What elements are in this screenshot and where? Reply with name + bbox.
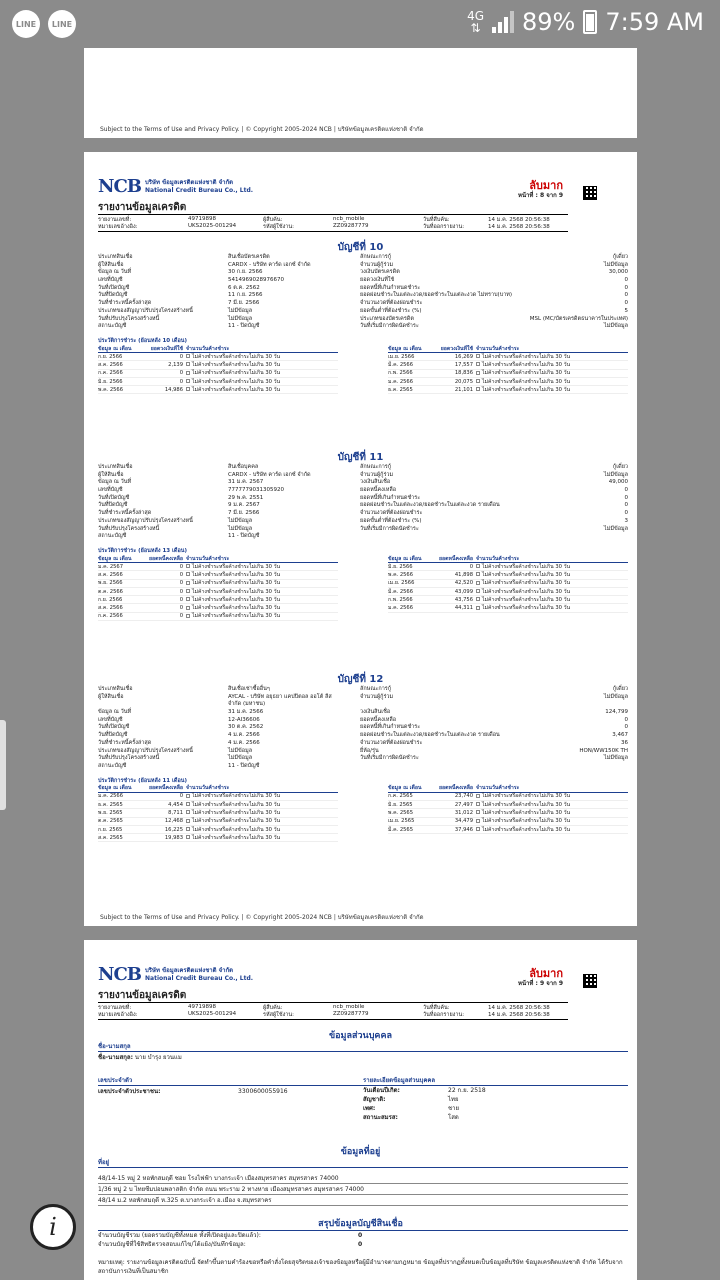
status-checkbox-icon [476, 597, 480, 601]
footer-text: Subject to the Terms of Use and Privacy Policy. | © Copyright 2005-2024 NCB | บริษัทข้อมูลเครดิตแห่งชาติ จำกัด [100, 126, 424, 133]
history-header: ข้อมูล ณ เดือน ยอดวงเงินที่ใช้ จำนวนวันค้างชำระ [98, 345, 338, 353]
network-type: 4G ⇅ [467, 9, 484, 35]
status-checkbox-icon [186, 597, 190, 601]
status-checkbox-icon [186, 606, 190, 610]
table-row: มี.ค. 2565 37,946 ไม่ค้างชำระหรือค้างชำระไม่เกิน 30 วัน [388, 826, 628, 834]
table-row: พ.ย. 2566 0 ไม่ค้างชำระหรือค้างชำระไม่เกิน 30 วัน [98, 580, 338, 588]
address-line: 48/14 ม.2 หอพักสมฤดี ห.325 ต.บางกระเจ้า อ.เมือง จ.สมุทรสาคร [98, 1195, 628, 1206]
table-row: ก.พ. 2566 18,836 ไม่ค้างชำระหรือค้างชำระไม่เกิน 30 วัน [388, 370, 628, 378]
status-checkbox-icon [476, 794, 480, 798]
table-row: ส.ค. 2566 2,139 ไม่ค้างชำระหรือค้างชำระไม่เกิน 30 วัน [98, 361, 338, 369]
acc12-title: บัญชีที่ 12 [337, 674, 384, 685]
address-list: ที่อยู่ 48/14-15 หมู่ 2 หอพักสมฤดี ซอย โรงไฟฟ้า บางกระเจ้า เมืองสมุทรสาคร สมุทรสาคร 74000 1/36 หมู่ 2 บ ไทยซีมปอนพลาสติก จำกัด ถนน พระราม 2 ทางหาย เมืองสมุทรสาคร สมุทรสาคร 74000 48/14 ม.2 หอพักสมฤดี ห.325 ต.บางกระเจ้า อ.เมือง จ.สมุทรสาคร [98, 1158, 628, 1206]
line-app-icon-2: LINE [48, 10, 76, 38]
acc11-history-table [98, 555, 628, 621]
status-checkbox-icon [186, 354, 190, 358]
table-row: ก.พ. 2566 43,756 ไม่ค้างชำระหรือค้างชำระไม่เกิน 30 วัน [388, 596, 628, 604]
detail-row: สถานะบัญชี 11 - ปิดบัญชี [98, 762, 260, 769]
detail-row: จำกัด (มหาชน) [228, 701, 266, 708]
qr-code-icon [583, 186, 597, 200]
detail-row: วันที่ปรับปรุงโครงสร้างหนี้ ไม่มีข้อมูล ประเภทของบัตรเครดิต MSL (MC/บัตรเครดิตธนาคารในประเทศ) [98, 315, 628, 322]
history-column [388, 555, 628, 621]
detail-row: วันที่ปรับปรุงโครงสร้างหนี้ ไม่มีข้อมูล วันที่เริ่มมีการผิดนัดชำระ ไม่มีข้อมูล [98, 525, 628, 532]
summary-note: หมายเหตุ: รายงานข้อมูลเครดิตฉบับนี้ จัดทำขึ้นตามคำร้องขอหรือคำสั่งโดยสุจริตของเจ้าของข้อมูลหรือผู้มีอำนาจตามกฎหมาย ข้อมูลที่ปรากฏทั้งหมดเป็นข้อมูลที่บริษัท ข้อมูลเครดิตแห่งชาติ จำกัด ได้รับจากสถาบันการเงินที่เป็นสมาชิก [98, 1259, 623, 1275]
page-number-2: หน้าที่ : 9 จาก 9 [517, 980, 563, 987]
status-checkbox-icon [186, 581, 190, 585]
table-row: มี.ค. 2566 17,557 ไม่ค้างชำระหรือค้างชำระไม่เกิน 30 วัน [388, 361, 628, 369]
status-checkbox-icon [476, 354, 480, 358]
report-meta-2: รายงานเลขที่: 49719898 ผู้สืบค้น: ncb_mobile วันที่สืบค้น: 14 ม.ค. 2568 20:56:38 หมายเลขอ้างอิง: UKS2025-001294 รหัสผู้ใช้งาน: ZZ09287779 วันที่ออกรายงาน: 14 ม.ค. 2568 20:56:38 [98, 1002, 568, 1020]
table-row: เม.ย. 2566 42,520 ไม่ค้างชำระหรือค้างชำระไม่เกิน 30 วัน [388, 580, 628, 588]
status-checkbox-icon [476, 589, 480, 593]
history-header: ข้อมูล ณ เดือน ยอดหนี้คงเหลือ จำนวนวันค้างชำระ [388, 785, 628, 793]
table-row: ต.ค. 2566 0 ไม่ค้างชำระหรือค้างชำระไม่เกิน 30 วัน [98, 588, 338, 596]
status-checkbox-icon [186, 802, 190, 806]
status-checkbox-icon [476, 371, 480, 375]
acc11-title: บัญชีที่ 11 [337, 452, 384, 463]
confidential-label-2: ลับมาก [529, 967, 563, 980]
acc10-history-table [98, 345, 628, 394]
table-row: เม.ย. 2565 34,479 ไม่ค้างชำระหรือค้างชำระไม่เกิน 30 วัน [388, 818, 628, 826]
history-header: ข้อมูล ณ เดือน ยอดหนี้คงเหลือ จำนวนวันค้างชำระ [98, 785, 338, 793]
qr-code-icon-2 [583, 974, 597, 988]
detail-row: วันที่ชำระหนี้ครั้งล่าสุด 4 ม.ค. 2566 จำนวนงวดที่ต้องผ่อนชำระ 36 [98, 739, 628, 746]
status-checkbox-icon [186, 589, 190, 593]
detail-row: สถานะบัญชี 11 - ปิดบัญชี วันที่เริ่มมีการผิดนัดชำระ ไม่มีข้อมูล [98, 323, 628, 330]
acc10-details [98, 254, 628, 331]
acc10-title: บัญชีที่ 10 [337, 242, 384, 253]
page-number: หน้าที่ : 8 จาก 9 [517, 192, 563, 199]
status-checkbox-icon [476, 379, 480, 383]
address-line: 48/14-15 หมู่ 2 หอพักสมฤดี ซอย โรงไฟฟ้า บางกระเจ้า เมืองสมุทรสาคร สมุทรสาคร 74000 [98, 1173, 628, 1184]
table-row: ก.ค. 2566 0 ไม่ค้างชำระหรือค้างชำระไม่เกิน 30 วัน [98, 370, 338, 378]
footer-text-2: Subject to the Terms of Use and Privacy Policy. | © Copyright 2005-2024 NCB | บริษัทข้อมูลเครดิตแห่งชาติ จำกัด [100, 914, 424, 921]
detail-row: ประเภทสินเชื่อ สินเชื่อเช่าซื้ออื่นๆ ลักษณะการกู้ กู้เดี่ยว [98, 686, 628, 692]
table-row: ต.ค. 2565 12,468 ไม่ค้างชำระหรือค้างชำระไม่เกิน 30 วัน [98, 818, 338, 826]
battery-icon [583, 10, 597, 34]
status-checkbox-icon [476, 572, 480, 576]
status-checkbox-icon [186, 572, 190, 576]
confidential-label: ลับมาก [529, 179, 563, 192]
table-row: พ.ย. 2565 8,711 ไม่ค้างชำระหรือค้างชำระไม่เกิน 30 วัน [98, 809, 338, 817]
status-checkbox-icon [476, 819, 480, 823]
signal-icon [492, 11, 514, 33]
ncb-logo-2: NCB บริษัท ข้อมูลเครดิตแห่งชาติ จำกัด National Credit Bureau Co., Ltd. [98, 964, 254, 985]
table-row: พ.ค. 2565 31,012 ไม่ค้างชำระหรือค้างชำระไม่เกิน 30 วัน [388, 809, 628, 817]
table-row: ก.ค. 2565 23,740 ไม่ค้างชำระหรือค้างชำระไม่เกิน 30 วัน [388, 793, 628, 801]
table-row: ม.ค. 2567 0 ไม่ค้างชำระหรือค้างชำระไม่เกิน 30 วัน [98, 563, 338, 571]
page-gap [84, 138, 637, 152]
document-viewer[interactable] [84, 48, 637, 1280]
detail-row: เลขที่บัญชี 7777779031305920 ยอดหนี้คงเหลือ 0 [98, 487, 628, 494]
status-checkbox-icon [476, 802, 480, 806]
detail-row: เลขที่บัญชี 5414969028976670 ยอดวงเงินที่ใช้ 0 [98, 277, 628, 284]
table-row: เม.ย. 2566 16,269 ไม่ค้างชำระหรือค้างชำระไม่เกิน 30 วัน [388, 353, 628, 361]
detail-row: เลขที่บัญชี 12-AI36606 ยอดหนี้คงเหลือ 0 [98, 716, 628, 723]
table-row: ส.ค. 2565 19,983 ไม่ค้างชำระหรือค้างชำระไม่เกิน 30 วัน [98, 834, 338, 842]
detail-row: วันที่ชำระหนี้ครั้งล่าสุด 7 มี.ย. 2566 จำนวนงวดที่ต้องผ่อนชำระ 0 [98, 300, 628, 307]
history-header: ข้อมูล ณ เดือน ยอดหนี้คงเหลือ จำนวนวันค้างชำระ [388, 555, 628, 563]
table-row: มิ.ย. 2566 0 ไม่ค้างชำระหรือค้างชำระไม่เกิน 30 วัน [98, 378, 338, 386]
battery-percent: 89% [522, 8, 576, 36]
table-row: ม.ค. 2566 44,311 ไม่ค้างชำระหรือค้างชำระไม่เกิน 30 วัน [388, 604, 628, 612]
status-checkbox-icon [476, 387, 480, 391]
table-row: พ.ค. 2566 14,986 ไม่ค้างชำระหรือค้างชำระไม่เกิน 30 วัน [98, 386, 338, 394]
status-checkbox-icon [186, 371, 190, 375]
table-row: มิ.ย. 2566 0 ไม่ค้างชำระหรือค้างชำระไม่เกิน 30 วัน [388, 563, 628, 571]
history-column [98, 555, 338, 621]
address-line: 1/36 หมู่ 2 บ ไทยซีมปอนพลาสติก จำกัด ถนน พระราม 2 ทางหาย เมืองสมุทรสาคร สมุทรสาคร 74000 [98, 1184, 628, 1195]
history-header: ข้อมูล ณ เดือน ยอดหนี้คงเหลือ จำนวนวันค้างชำระ [98, 555, 338, 563]
report-title: รายงานข้อมูลเครดิต [98, 202, 187, 213]
detail-row: ผู้ให้สินเชื่อ AYCAL - บริษัท อยุธยา แคปปิตอล ออโต้ ลีส จำนวนผู้กู้ร่วม ไม่มีข้อมูล [98, 693, 628, 700]
status-checkbox-icon [476, 362, 480, 366]
id-number: 3300600055916 [238, 1088, 288, 1095]
detail-row: วันที่ปิดบัญชี 4 ม.ค. 2566 ยอดผ่อนชำระในแต่ละงวด/ยอดชำระในแต่ละงวด รายเดือน 3,467 [98, 732, 628, 739]
clock: 7:59 AM [605, 8, 704, 36]
acc11-details [98, 464, 628, 541]
history-column [388, 785, 628, 843]
table-row: ธ.ค. 2565 4,454 ไม่ค้างชำระหรือค้างชำระไม่เกิน 30 วัน [98, 801, 338, 809]
personal-info-title: ข้อมูลส่วนบุคคล [329, 1031, 392, 1041]
detail-row: สถานะบัญชี 11 - ปิดบัญชี [98, 533, 260, 540]
table-row: ส.ค. 2566 0 ไม่ค้างชำระหรือค้างชำระไม่เกิน 30 วัน [98, 571, 338, 579]
status-checkbox-icon [186, 614, 190, 618]
detail-row: วันที่ปรับปรุงโครงสร้างหนี้ ไม่มีข้อมูล วันที่เริ่มมีการผิดนัดชำระ ไม่มีข้อมูล [98, 755, 628, 762]
personal-info: ชื่อ-นามสกุล ชื่อ-นามสกุล: นาย บำรุง ยวนแม เลขประจำตัว เลขประจำตัวประชาชน: 3300600055916 รายละเอียดข้อมูลส่วนบุคคล วันเดือนปีเกิด: 22 ก.ย. 2518 สัญชาติ: ไทย เพศ: ชาย สถานะสมรส: โสด [98, 1042, 628, 1122]
status-checkbox-icon [186, 387, 190, 391]
detail-row: ข้อมูล ณ วันที่ 31 ม.ค. 2566 วงเงินสินเชื่อ 124,799 [98, 709, 628, 716]
table-row: ก.ย. 2565 16,225 ไม่ค้างชำระหรือค้างชำระไม่เกิน 30 วัน [98, 826, 338, 834]
line-app-icon: LINE [12, 10, 40, 38]
summary: จำนวนบัญชีรวม (ยอดรวมบัญชีทั้งหมด ทั้งที่เปิดอยู่และปิดแล้ว): 0 จำนวนบัญชีที่ใช้สิทธิตรวจสอบแก้ไข/โต้แย้ง/บันทึกข้อมูล: 0 หมายเหตุ: รายงานข้อมูลเครดิตฉบับนี้ จัดทำขึ้นตามคำร้องขอหรือคำสั่งโดยสุจริตของเจ้าของข้อมูลหรือผู้มีอำนาจตามกฎหมาย ข้อมูลที่ปรากฏทั้งหมดเป็นข้อมูลที่บริษัท ข้อมูลเครดิตแห่งชาติ จำกัด ได้รับจากสถาบันการเงินที่เป็นสมาชิก [98, 1230, 628, 1276]
ncb-logo: NCB บริษัท ข้อมูลเครดิตแห่งชาติ จำกัด National Credit Bureau Co., Ltd. [98, 176, 254, 197]
acc10-history-title: ประวัติการชำระ (ย้อนหลัง 10 เดือน) [98, 338, 188, 344]
status-checkbox-icon [186, 819, 190, 823]
acc12-history-title: ประวัติการชำระ (ย้อนหลัง 11 เดือน) [98, 777, 188, 784]
status-checkbox-icon [476, 810, 480, 814]
history-column [98, 785, 338, 843]
report-title-2: รายงานข้อมูลเครดิต [98, 990, 187, 1001]
table-row: มี.ค. 2566 43,099 ไม่ค้างชำระหรือค้างชำระไม่เกิน 30 วัน [388, 588, 628, 596]
status-checkbox-icon [186, 379, 190, 383]
table-row: ก.ย. 2566 0 ไม่ค้างชำระหรือค้างชำระไม่เกิน 30 วัน [98, 353, 338, 361]
detail-row: ข้อมูล ณ วันที่ 31 ม.ค. 2567 วงเงินสินเชื่อ 49,000 [98, 479, 628, 486]
report-meta: รายงานเลขที่: 49719898 ผู้สืบค้น: ncb_mobile วันที่สืบค้น: 14 ม.ค. 2568 20:56:38 หมายเลขอ้างอิง: UKS2025-001294 รหัสผู้ใช้งาน: ZZ09287779 วันที่ออกรายงาน: 14 ม.ค. 2568 20:56:38 [98, 214, 568, 232]
status-checkbox-icon [476, 606, 480, 610]
acc12-details [98, 686, 628, 771]
status-checkbox-icon [476, 827, 480, 831]
history-column [388, 345, 628, 394]
status-checkbox-icon [476, 581, 480, 585]
status-checkbox-icon [186, 362, 190, 366]
status-checkbox-icon [186, 794, 190, 798]
status-checkbox-icon [186, 564, 190, 568]
detail-row: ผู้ให้สินเชื่อ CARDX - บริษัท คาร์ด เอกซ์ จำกัด จำนวนผู้กู้ร่วม ไม่มีข้อมูล [98, 261, 628, 268]
status-bar [0, 0, 720, 48]
person-name: นาย บำรุง ยวนแม [134, 1054, 182, 1061]
detail-row: ประเภทของสัญญาปรับปรุงโครงสร้างหนี้ ไม่มีข้อมูล ยอดขั้นต่ำที่ต้องชำระ (%) 3 [98, 517, 628, 524]
detail-row: วันที่ปิดบัญชี 11 ก.ย. 2566 ยอดผ่อนชำระในแต่ละงวด/ยอดชำระในแต่ละงวด ไม่ทราบ(บาท) 0 [98, 292, 628, 299]
detail-row: วันที่ปิดบัญชี 9 ม.ค. 2567 ยอดผ่อนชำระในแต่ละงวด/ยอดชำระในแต่ละงวด รายเดือน 0 [98, 502, 628, 509]
detail-row: วันที่เปิดบัญชี 6 ต.ค. 2562 ยอดหนี้ที่เกินกำหนดชำระ 0 [98, 284, 628, 291]
detail-row: ประเภทสินเชื่อ สินเชื่อบุคคล ลักษณะการกู้ กู้เดี่ยว [98, 464, 628, 470]
table-row: ก.ย. 2566 0 ไม่ค้างชำระหรือค้างชำระไม่เกิน 30 วัน [98, 596, 338, 604]
status-checkbox-icon [186, 827, 190, 831]
table-row: มิ.ย. 2565 27,497 ไม่ค้างชำระหรือค้างชำระไม่เกิน 30 วัน [388, 801, 628, 809]
summary-title: สรุปข้อมูลบัญชีสินเชื่อ [318, 1219, 403, 1229]
page-gap-2 [84, 926, 637, 940]
acc12-history-table [98, 785, 628, 843]
detail-row: ประเภทสินเชื่อ สินเชื่อบัตรเครดิต ลักษณะการกู้ กู้เดี่ยว [98, 254, 628, 260]
detail-row: ประเภทของสัญญาปรับปรุงโครงสร้างหนี้ ไม่มีข้อมูล ยี่ห้อ/รุ่น HON/WW150K TH [98, 747, 628, 754]
address-title: ข้อมูลที่อยู่ [340, 1147, 381, 1157]
status-checkbox-icon [186, 810, 190, 814]
table-row: ธ.ค. 2565 21,101 ไม่ค้างชำระหรือค้างชำระไม่เกิน 30 วัน [388, 386, 628, 394]
detail-row: วันที่เปิดบัญชี 29 พ.ค. 2551 ยอดหนี้ที่เกินกำหนดชำระ 0 [98, 494, 628, 501]
table-row: ม.ค. 2566 0 ไม่ค้างชำระหรือค้างชำระไม่เกิน 30 วัน [98, 793, 338, 801]
detail-row: วันที่เปิดบัญชี 30 ต.ค. 2562 ยอดหนี้ที่เกินกำหนดชำระ 0 [98, 724, 628, 731]
edge-panel-handle[interactable] [0, 720, 6, 810]
status-checkbox-icon [186, 835, 190, 839]
table-row: ก.ค. 2566 0 ไม่ค้างชำระหรือค้างชำระไม่เกิน 30 วัน [98, 613, 338, 621]
status-checkbox-icon [476, 564, 480, 568]
acc11-history-title: ประวัติการชำระ (ย้อนหลัง 13 เดือน) [98, 548, 188, 554]
detail-row: วันที่ชำระหนี้ครั้งล่าสุด 7 มี.ย. 2566 จำนวนงวดที่ต้องผ่อนชำระ 0 [98, 510, 628, 517]
table-row: ส.ค. 2566 0 ไม่ค้างชำระหรือค้างชำระไม่เกิน 30 วัน [98, 604, 338, 612]
info-button[interactable]: i [30, 1204, 76, 1250]
history-column [98, 345, 338, 394]
detail-row: ประเภทของสัญญาปรับปรุงโครงสร้างหนี้ ไม่มีข้อมูล ยอดขั้นต่ำที่ต้องชำระ (%) 5 [98, 307, 628, 314]
detail-row: ผู้ให้สินเชื่อ CARDX - บริษัท คาร์ด เอกซ์ จำกัด จำนวนผู้กู้ร่วม ไม่มีข้อมูล [98, 471, 628, 478]
detail-row: ข้อมูล ณ วันที่ 30 ก.ย. 2566 วงเงินบัตรเครดิต 30,000 [98, 269, 628, 276]
table-row: ม.ค. 2566 20,075 ไม่ค้างชำระหรือค้างชำระไม่เกิน 30 วัน [388, 378, 628, 386]
table-row: พ.ค. 2566 41,898 ไม่ค้างชำระหรือค้างชำระไม่เกิน 30 วัน [388, 571, 628, 579]
history-header: ข้อมูล ณ เดือน ยอดวงเงินที่ใช้ จำนวนวันค้างชำระ [388, 345, 628, 353]
